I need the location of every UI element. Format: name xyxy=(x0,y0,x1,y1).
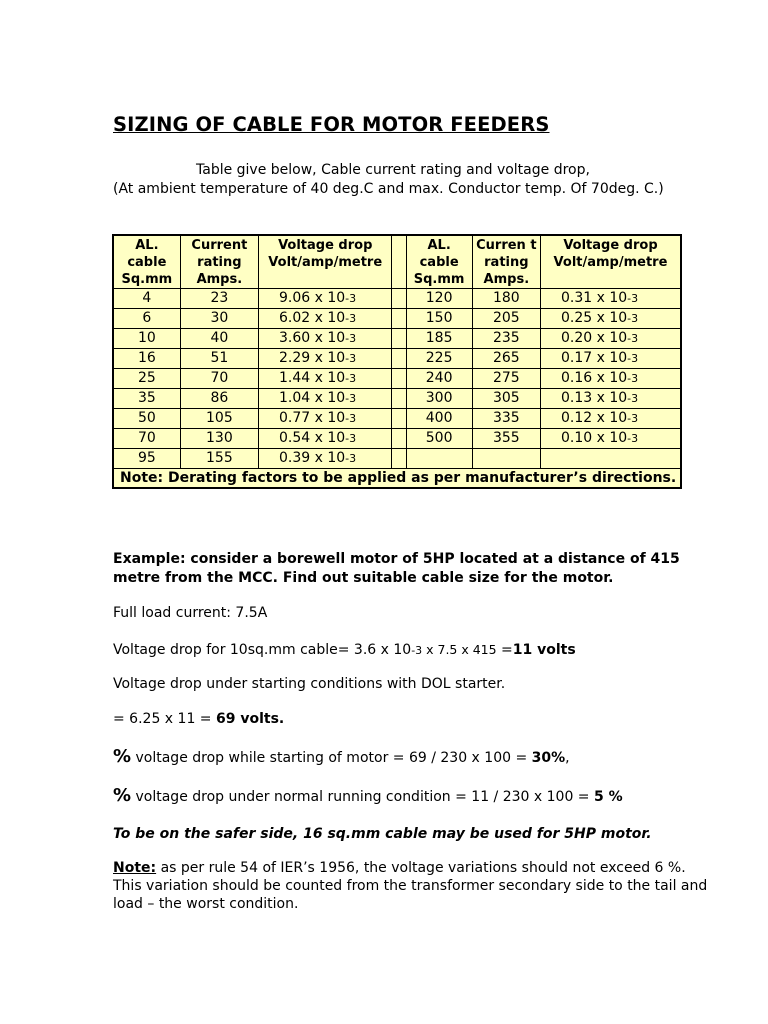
header-cell: AL. cable Sq.mm xyxy=(406,235,472,289)
size-cell: 35 xyxy=(113,389,180,409)
vd-cell xyxy=(259,429,392,449)
amp-cell: 40 xyxy=(180,329,258,349)
vd-value: 0.20 x 10 xyxy=(560,330,628,346)
note-text: as per rule 54 of IER’s 1956, the voltage variations should not exceed 6 %. This variation should be counted from the transformer secondary side to the tail and load – the worst condition. xyxy=(113,860,708,912)
vd-cell xyxy=(540,309,681,329)
vd-result: 11 volts xyxy=(512,642,576,658)
header-cell: Voltage drop Volt/amp/metre xyxy=(259,235,392,289)
percent-symbol: % xyxy=(113,785,132,806)
table-header-row xyxy=(113,235,681,289)
vd-cell xyxy=(540,329,681,349)
size-cell: 4 xyxy=(113,289,180,309)
vd-value: 1.44 x 10 xyxy=(279,370,346,386)
vd-value: 0.10 x 10 xyxy=(560,430,628,446)
amp-cell: 265 xyxy=(472,349,540,369)
table-row xyxy=(113,409,681,429)
dol-line: Voltage drop under starting conditions with DOL starter. xyxy=(113,676,506,692)
size-cell: 16 xyxy=(113,349,180,369)
amp-cell: 275 xyxy=(472,369,540,389)
dol-calc: = 6.25 x 11 = xyxy=(113,711,216,727)
vd-exponent: -3 xyxy=(345,392,357,405)
intro-line-2: (At ambient temperature of 40 deg.C and max. Conductor temp. Of 70deg. C.) xyxy=(113,181,664,197)
vd-exponent: -3 xyxy=(345,292,357,305)
table-row xyxy=(113,429,681,449)
vd-value: 0.17 x 10 xyxy=(560,350,628,366)
vd-value: 6.02 x 10 xyxy=(279,310,346,326)
vd-value: 0.31 x 10 xyxy=(560,290,628,306)
table-row xyxy=(113,329,681,349)
vd-value: 3.60 x 10 xyxy=(279,330,346,346)
size-cell: 50 xyxy=(113,409,180,429)
amp-cell: 155 xyxy=(180,449,258,469)
size-cell: 95 xyxy=(113,449,180,469)
amp-cell: 235 xyxy=(472,329,540,349)
vd-value: 2.29 x 10 xyxy=(279,350,346,366)
vd-cell xyxy=(540,409,681,429)
run-result: 5 % xyxy=(593,789,623,805)
size-cell: 185 xyxy=(406,329,472,349)
start-text: voltage drop while starting of motor = 69 / 230 x 100 = xyxy=(131,750,532,766)
example-text: Example: consider a borewell motor of 5HP located at a distance of 415 metre from the MCC. Find out suitable cable size for the motor. xyxy=(113,551,680,586)
vd-exponent: -3 xyxy=(627,352,639,365)
amp-cell: 180 xyxy=(472,289,540,309)
table-row xyxy=(113,349,681,369)
vd-value: 0.12 x 10 xyxy=(560,410,628,426)
vd-value: 0.25 x 10 xyxy=(560,310,628,326)
amp-cell: 23 xyxy=(180,289,258,309)
vd-mid: x 7.5 x 415 xyxy=(422,642,497,657)
spacer-cell xyxy=(392,429,406,449)
vd-exponent: -3 xyxy=(627,292,639,305)
vd-value: 0.39 x 10 xyxy=(279,450,346,466)
vd-value: 0.13 x 10 xyxy=(560,390,628,406)
amp-cell: 205 xyxy=(472,309,540,329)
table-note-row xyxy=(113,469,681,489)
spacer-cell xyxy=(392,329,406,349)
size-cell: 400 xyxy=(406,409,472,429)
page-title: SIZING OF CABLE FOR MOTOR FEEDERS xyxy=(113,113,550,136)
vd-exponent: -3 xyxy=(345,412,357,425)
dol-result: 69 volts. xyxy=(215,711,285,727)
safer-side-text: To be on the safer side, 16 sq.mm cable may be used for 5HP motor. xyxy=(113,826,652,842)
table-row xyxy=(113,369,681,389)
vd-exponent: -3 xyxy=(345,332,357,345)
percent-symbol: % xyxy=(113,746,132,767)
vd-cell xyxy=(259,389,392,409)
table-row xyxy=(113,389,681,409)
note-label: Note: xyxy=(113,860,157,876)
size-cell: 10 xyxy=(113,329,180,349)
vd-exponent: -3 xyxy=(345,432,357,445)
vd-exponent: -3 xyxy=(345,352,357,365)
full-load-current: Full load current: 7.5A xyxy=(113,605,268,621)
intro-line-1: Table give below, Cable current rating and voltage drop, xyxy=(196,162,590,178)
spacer-cell xyxy=(392,235,406,289)
vd-exponent: -3 xyxy=(345,312,357,325)
table-note: Note: Derating factors to be applied as per manufacturer’s directions. xyxy=(113,469,681,489)
size-cell xyxy=(406,449,472,469)
vd-cell xyxy=(259,369,392,389)
vd-cell xyxy=(259,309,392,329)
size-cell: 240 xyxy=(406,369,472,389)
size-cell: 70 xyxy=(113,429,180,449)
vd-value: 0.54 x 10 xyxy=(279,430,346,446)
amp-cell: 355 xyxy=(472,429,540,449)
vd-prefix: Voltage drop for 10sq.mm cable= 3.6 x 10 xyxy=(113,642,412,658)
voltage-drop-line xyxy=(113,642,576,658)
running-drop-line xyxy=(113,785,623,806)
vd-value: 0.77 x 10 xyxy=(279,410,346,426)
ier-note xyxy=(113,859,708,913)
vd-value: 9.06 x 10 xyxy=(279,290,346,306)
header-cell: AL. cable Sq.mm xyxy=(113,235,180,289)
vd-exponent: -3 xyxy=(627,312,639,325)
vd-eq: = xyxy=(496,642,513,658)
cable-rating-table xyxy=(112,234,682,489)
header-cell: Voltage drop Volt/amp/metre xyxy=(540,235,681,289)
header-cell: Curren t rating Amps. xyxy=(472,235,540,289)
vd-exponent: -3 xyxy=(627,392,639,405)
vd-cell xyxy=(259,409,392,429)
vd-cell xyxy=(540,289,681,309)
amp-cell: 105 xyxy=(180,409,258,429)
spacer-cell xyxy=(392,349,406,369)
vd-cell xyxy=(540,449,681,469)
amp-cell xyxy=(472,449,540,469)
table-row xyxy=(113,289,681,309)
vd-exponent: -3 xyxy=(627,372,639,385)
vd-cell xyxy=(259,449,392,469)
table-row xyxy=(113,449,681,469)
vd-cell xyxy=(540,429,681,449)
vd-exponent: -3 xyxy=(411,644,423,657)
size-cell: 150 xyxy=(406,309,472,329)
amp-cell: 305 xyxy=(472,389,540,409)
vd-value: 0.16 x 10 xyxy=(560,370,628,386)
vd-value: 1.04 x 10 xyxy=(279,390,346,406)
header-cell: Current rating Amps. xyxy=(180,235,258,289)
amp-cell: 70 xyxy=(180,369,258,389)
vd-exponent: -3 xyxy=(627,432,639,445)
start-result: 30% xyxy=(531,750,566,766)
amp-cell: 335 xyxy=(472,409,540,429)
run-text: voltage drop under normal running condition = 11 / 230 x 100 = xyxy=(131,789,594,805)
dol-calc-line xyxy=(113,711,284,727)
spacer-cell xyxy=(392,309,406,329)
vd-cell xyxy=(540,349,681,369)
table-row xyxy=(113,309,681,329)
vd-cell xyxy=(259,329,392,349)
start-comma: , xyxy=(565,750,570,766)
amp-cell: 86 xyxy=(180,389,258,409)
spacer-cell xyxy=(392,409,406,429)
size-cell: 25 xyxy=(113,369,180,389)
vd-cell xyxy=(259,349,392,369)
vd-exponent: -3 xyxy=(627,332,639,345)
size-cell: 500 xyxy=(406,429,472,449)
vd-cell xyxy=(540,389,681,409)
amp-cell: 130 xyxy=(180,429,258,449)
spacer-cell xyxy=(392,289,406,309)
starting-drop-line xyxy=(113,746,570,767)
vd-cell xyxy=(259,289,392,309)
vd-exponent: -3 xyxy=(345,372,357,385)
spacer-cell xyxy=(392,389,406,409)
size-cell: 6 xyxy=(113,309,180,329)
size-cell: 120 xyxy=(406,289,472,309)
spacer-cell xyxy=(392,449,406,469)
spacer-cell xyxy=(392,369,406,389)
vd-cell xyxy=(540,369,681,389)
amp-cell: 30 xyxy=(180,309,258,329)
amp-cell: 51 xyxy=(180,349,258,369)
vd-exponent: -3 xyxy=(627,412,639,425)
size-cell: 225 xyxy=(406,349,472,369)
vd-exponent: -3 xyxy=(345,452,357,465)
size-cell: 300 xyxy=(406,389,472,409)
